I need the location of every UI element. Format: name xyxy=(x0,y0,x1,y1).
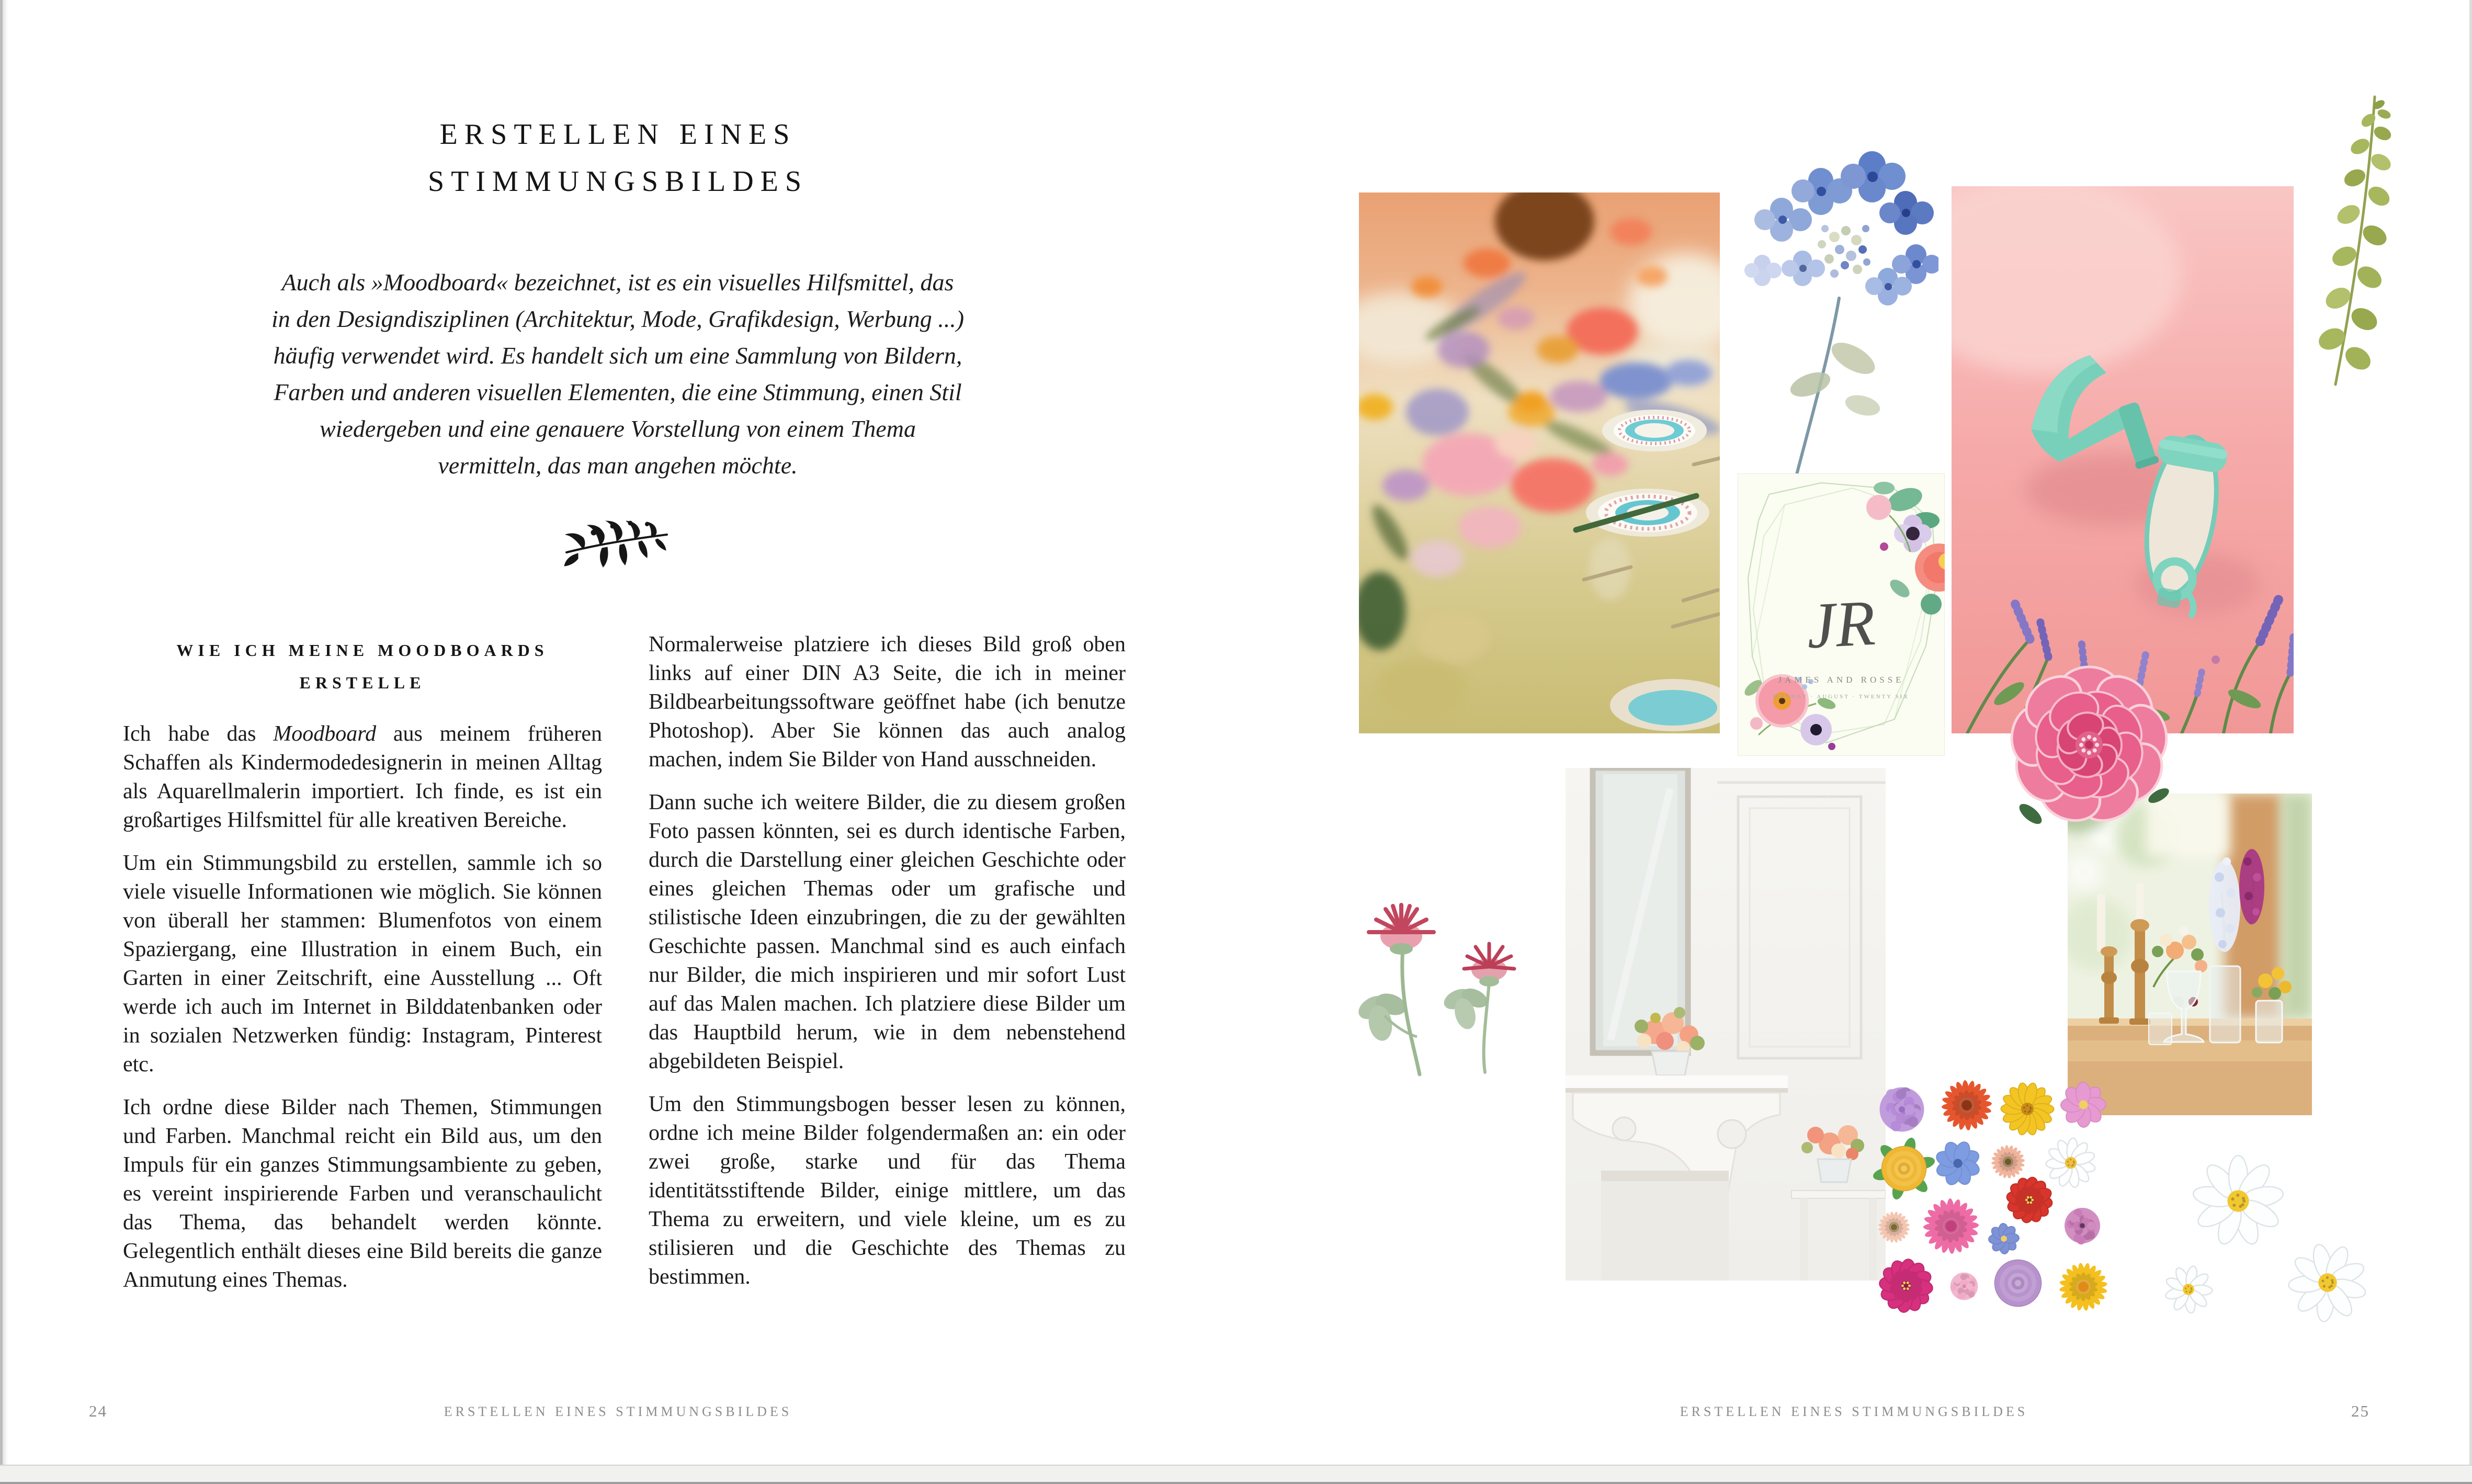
section-heading xyxy=(123,634,602,699)
page-edge-right xyxy=(2469,0,2472,1484)
section-heading-line2: ERSTELLE xyxy=(299,673,426,692)
vases-illustration xyxy=(2068,794,2312,1115)
body-paragraph xyxy=(123,720,602,835)
intro-paragraph: Auch als »Moodboard« bezeichnet, ist es ein visuelles Hilfsmittel, das in den Designdisziplinen (Architektur, Mode, Grafikdesign, Werbung ...) häufig verwendet wird. Es handelt sich um eine Sammlung von Bildern, Farben und anderen visuellen Elementen, die eine Stimmung, einen Stil wiedergeben und eine genauere Vorstellung von einem Thema vermitteln, das man angehen möchte. xyxy=(271,269,965,479)
card-subline: MONDAY · AUGUST · TWENTY SIX xyxy=(1773,694,1910,700)
ink-sprig-ornament xyxy=(562,501,675,577)
eucalyptus-illustration xyxy=(2296,89,2409,392)
paragraph-text: Ich habe das xyxy=(123,722,274,746)
page-title xyxy=(0,111,1236,205)
watercolor-eucalyptus-branch xyxy=(2296,89,2409,392)
flower-gerbera xyxy=(1991,1145,2025,1179)
flower-pompom xyxy=(1951,1273,1978,1300)
body-paragraph: Dann suche ich weitere Bilder, die zu diesem großen Foto passen könnten, sei es durch identische Farben, durch die Darstellung einer gleichen Geschichte oder eines gleichen Themas oder um grafische und stilistische Ideen einzubringen, die zu der gewählten Geschichte passen. Manchmal sind es auch einfach nur Bilder, die mich inspirieren und mir sofort Lust auf das Malen machen. Ich platziere diese Bilder um das Hauptbild herum, wie in dem nebenstehend abgebildeten Beispiel. xyxy=(649,790,1126,1073)
flower-gerbera xyxy=(1942,1080,1992,1131)
photo-mint-shoes-pink xyxy=(1952,186,2294,733)
photo-white-fireplace-bouquets xyxy=(1566,768,1886,1281)
flower-pompom xyxy=(2065,1208,2100,1244)
flower-gerbera xyxy=(1878,1211,1910,1243)
body-paragraph: Um den Stimmungsbogen besser lesen zu können, ordne ich meine Bilder folgendermaßen an: ein oder zwei große, starke und für das Thema identitätsstiftende Bilder, einige mittlere, um das Thema zu erweitern, und viele kleine, um es zu stilisieren und die Geschichte des Themas zu bestimmen. xyxy=(649,1092,1126,1289)
embroidered-flower-illustration xyxy=(1994,657,2182,836)
page-number-right: 25 xyxy=(2351,1402,2369,1420)
hydrangea-buds xyxy=(1818,225,1870,278)
flower-grid-illustration xyxy=(1869,1077,2120,1315)
body-paragraph: Ich ordne diese Bilder nach Themen, Stimmungen und Farben. Manchmal reicht ein Bild aus, um den Impuls für ein ganzes Stimmungsambiente zu geben, es vereint inspirierende Farben und veranschaulicht das Thema, das behandelt werden könnte. Gelegentlich enthält dieses eine Bild bereits die ganze Anmutung eines Themas. xyxy=(123,1095,602,1292)
invitation-card-illustration xyxy=(1738,473,1945,756)
flower-heads-grid xyxy=(1869,1077,2120,1315)
photo-table-vases-flowers xyxy=(2068,794,2312,1115)
photo-wedding-table-illustration xyxy=(1359,192,1720,733)
running-head-left: ERSTELLEN EINES STIMMUNGSBILDES xyxy=(444,1404,792,1419)
flower-daisy xyxy=(2046,1138,2096,1188)
flower-daisy xyxy=(2164,1265,2213,1314)
right-column xyxy=(649,630,1126,1306)
card-names: JAMES AND ROSSE xyxy=(1778,675,1904,685)
running-head-right: ERSTELLEN EINES STIMMUNGSBILDES xyxy=(1680,1404,2028,1419)
flower-zinnia xyxy=(1878,1258,1933,1313)
page-edge-bottom-line xyxy=(0,1482,2472,1484)
page-title-line1: ERSTELLEN EINES xyxy=(439,118,797,151)
card-monogram: JR xyxy=(1805,586,1877,662)
flower-cosmos xyxy=(1989,1224,2020,1254)
paragraph-italic-word: Moodboard xyxy=(273,722,377,746)
body-paragraph: Normalerweise platziere ich dieses Bild groß oben links auf einer DIN A3 Seite, die ich in meiner Bildbearbeitungssoftware geöffnet habe (ich benutze Photoshop). Aber Sie können das auch analog machen, indem Sie Bilder von Hand ausschneiden. xyxy=(649,632,1126,772)
flower-gerbera xyxy=(1923,1198,1979,1254)
flower-daisy xyxy=(2192,1156,2284,1247)
ink-sprig-illustration xyxy=(562,501,675,577)
body-paragraph: Um ein Stimmungsbild zu erstellen, sammle ich so viele visuelle Informationen wie möglich. Sie können von überall her stammen: Blumenfotos von einem Spaziergang, eine Illustration in einem Buch, ein Garten in einer Zeitschrift, eine Ausstellung ... Oft werde ich auch im Internet in Bilddatenbanken oder in sozialen Netzwerken fündig: Instagram, Pinterest etc. xyxy=(123,851,602,1077)
watercolor-blue-hydrangea xyxy=(1732,112,1938,494)
hydrangea-illustration xyxy=(1732,112,1938,494)
flower-cosmos xyxy=(2061,1082,2106,1127)
page-title-line2: STIMMUNGSBILDES xyxy=(427,165,809,198)
flower-zinnia xyxy=(2005,1176,2053,1224)
flower-rose xyxy=(1872,1136,1936,1200)
clover-head-2 xyxy=(1464,944,1514,987)
white-daisies xyxy=(2160,1151,2369,1329)
watercolor-clover-flowers xyxy=(1332,880,1553,1093)
flower-pompom xyxy=(1880,1087,1924,1132)
fireplace-illustration xyxy=(1566,768,1886,1281)
flower-gerbera xyxy=(2059,1263,2108,1311)
section-heading-line1: WIE ICH MEINE MOODBOARDS xyxy=(176,641,549,660)
wedding-invitation-card xyxy=(1738,473,1945,756)
page-edge-left-shade xyxy=(3,0,8,1484)
clover-head-1 xyxy=(1369,905,1434,955)
flower-cosmos xyxy=(1934,1140,1981,1187)
embroidered-pink-flower xyxy=(1994,657,2182,836)
mint-shoes-illustration xyxy=(1952,186,2294,733)
page-edge-bottom xyxy=(0,1465,2472,1483)
daisies-illustration xyxy=(2160,1151,2369,1329)
flower-daisy xyxy=(2001,1082,2054,1136)
paragraph-text: aus meinem früheren Schaffen als Kindermodedesignerin in meinen Alltag als Aquarellmalerin importiert. Ich finde, es ist ein großartiges Hilfsmittel für alle kreativen Bereiche. xyxy=(123,722,602,832)
clover-leaves xyxy=(1355,985,1491,1043)
clover-illustration xyxy=(1332,880,1553,1093)
hydrangea-blooms xyxy=(1744,151,1938,305)
embroidered-petals xyxy=(2006,666,2172,829)
photo-wedding-table-flowers xyxy=(1359,192,1720,733)
left-column xyxy=(123,634,602,1309)
flower-rose xyxy=(1995,1260,2041,1306)
flower-daisy xyxy=(2288,1243,2367,1322)
page-number-left: 24 xyxy=(89,1402,107,1420)
